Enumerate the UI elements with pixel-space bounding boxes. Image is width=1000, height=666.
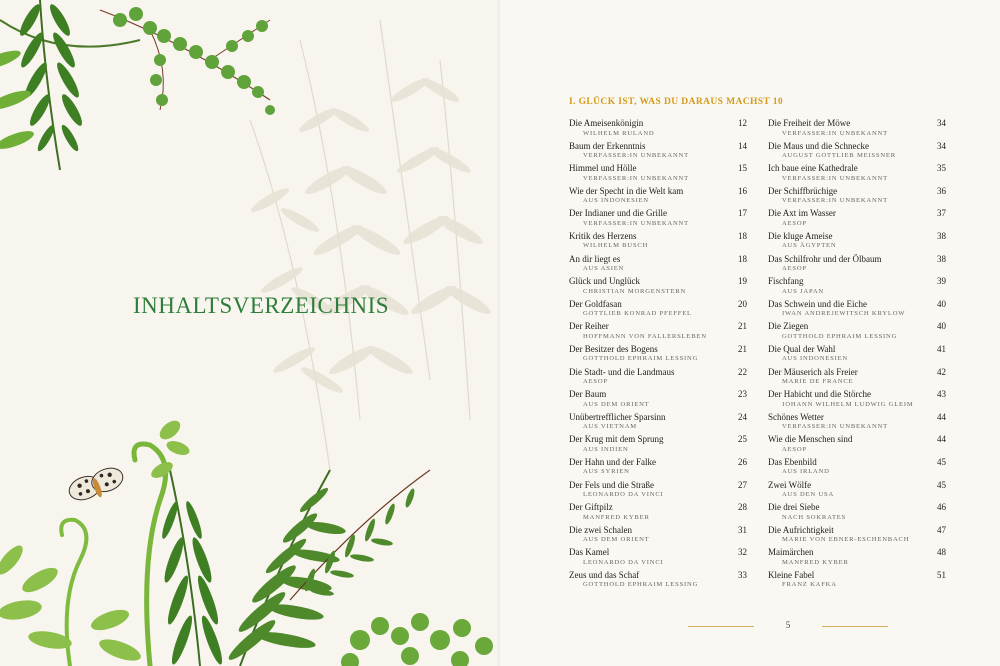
toc-entry-author: MANFRED KYBER xyxy=(583,513,650,521)
toc-entry-title: Der Fels und die Straße xyxy=(569,479,654,490)
toc-entry-author: GOTTHOLD EPHRAIM LESSING xyxy=(782,332,898,340)
toc-entry[interactable] xyxy=(569,141,747,164)
toc-entry-page: 44 xyxy=(937,411,946,422)
toc-entry-page: 20 xyxy=(738,298,747,309)
toc-entry-author: AESOP xyxy=(782,219,807,227)
toc-entry[interactable] xyxy=(569,367,747,390)
toc-column-2 xyxy=(768,118,946,592)
toc-entry-author: MARIE VON EBNER-ESCHENBACH xyxy=(782,536,910,544)
toc-entry-title: An dir liegt es xyxy=(569,253,621,264)
toc-entry[interactable] xyxy=(569,118,747,141)
toc-entry-author: AUS DEM ORIENT xyxy=(583,536,650,544)
toc-entry[interactable] xyxy=(768,344,946,367)
toc-entry-title: Das Ebenbild xyxy=(768,456,817,467)
toc-entry-author: GOTTLIEB KONRAD PFEFFEL xyxy=(583,310,692,318)
toc-entry-title: Unübertrefflicher Sparsinn xyxy=(569,411,666,422)
toc-entry-page: 24 xyxy=(738,411,747,422)
toc-entry-title: Glück und Unglück xyxy=(569,276,640,287)
toc-entry-page: 43 xyxy=(937,389,946,400)
toc-entry[interactable] xyxy=(569,480,747,503)
toc-entry[interactable] xyxy=(768,570,946,593)
toc-entry[interactable] xyxy=(768,299,946,322)
toc-entry-page: 33 xyxy=(738,569,747,580)
toc-entry-author: AESOP xyxy=(583,378,608,386)
toc-entry[interactable] xyxy=(768,321,946,344)
toc-entry-page: 37 xyxy=(937,208,946,219)
toc-entry[interactable] xyxy=(768,231,946,254)
toc-entry-title: Zwei Wölfe xyxy=(768,479,812,490)
toc-entry-author: MARIE DE FRANCE xyxy=(782,378,854,386)
toc-entry[interactable] xyxy=(768,208,946,231)
toc-entry-author: VERFASSER:IN UNBEKANNT xyxy=(782,197,888,205)
section-heading: I. GLÜCK IST, WAS DU DARAUS MACHST 10 xyxy=(569,97,784,107)
toc-entry-title: Der Indianer und die Grille xyxy=(569,208,667,219)
toc-entry-author: AUS ÄGYPTEN xyxy=(782,242,837,250)
toc-entry-page: 39 xyxy=(937,276,946,287)
toc-entry-title: Die Qual der Wahl xyxy=(768,343,836,354)
toc-entry-author: NACH SOKRATES xyxy=(782,513,847,521)
toc-entry-title: Der Hahn und der Falke xyxy=(569,456,656,467)
toc-entry-title: Die kluge Ameise xyxy=(768,230,833,241)
toc-entry-author: AUS DEM ORIENT xyxy=(583,400,650,408)
toc-entry-title: Fischfang xyxy=(768,276,804,287)
toc-entry-author: AESOP xyxy=(782,445,807,453)
toc-entry-title: Die Maus und die Schnecke xyxy=(768,140,869,151)
toc-entry-page: 22 xyxy=(738,366,747,377)
toc-entry-author: VERFASSER:IN UNBEKANNT xyxy=(782,423,888,431)
toc-entry[interactable] xyxy=(569,254,747,277)
toc-entry[interactable] xyxy=(768,276,946,299)
toc-entry[interactable] xyxy=(569,434,747,457)
toc-entry[interactable] xyxy=(768,186,946,209)
toc-entry-page: 12 xyxy=(738,118,747,128)
toc-entry[interactable] xyxy=(768,367,946,390)
toc-entry-title: Der Habicht und die Störche xyxy=(768,389,871,400)
toc-entry[interactable] xyxy=(569,344,747,367)
toc-entry-author: GOTTHOLD EPHRAIM LESSING xyxy=(583,581,699,589)
toc-entry-page: 32 xyxy=(738,547,747,558)
toc-entry[interactable] xyxy=(569,208,747,231)
bottom-fern-group xyxy=(0,417,493,666)
toc-entry-author: AUS JAPAN xyxy=(782,287,824,295)
toc-entry-author: FRANZ KAFKA xyxy=(782,581,837,589)
toc-entry[interactable] xyxy=(768,412,946,435)
toc-entry-page: 46 xyxy=(937,502,946,513)
toc-entry-author: VERFASSER:IN UNBEKANNT xyxy=(583,219,689,227)
toc-entry-author: MANFRED KYBER xyxy=(782,558,849,566)
toc-entry[interactable] xyxy=(768,163,946,186)
toc-entry-author: LEONARDO DA VINCI xyxy=(583,558,664,566)
toc-entry-page: 23 xyxy=(738,389,747,400)
toc-entry-title: Die Axt im Wasser xyxy=(768,208,836,219)
toc-entry-page: 34 xyxy=(937,118,946,128)
toc-entry-page: 14 xyxy=(738,140,747,151)
toc-entry-page: 18 xyxy=(738,230,747,241)
toc-entry-page: 18 xyxy=(738,253,747,264)
toc-entry-title: Wie der Specht in die Welt kam xyxy=(569,185,684,196)
toc-entry-page: 38 xyxy=(937,253,946,264)
toc-entry-page: 27 xyxy=(738,479,747,490)
maidenhair-fern xyxy=(100,7,275,115)
toc-entry-title: Der Schiffbrüchige xyxy=(768,185,838,196)
toc-entry[interactable] xyxy=(569,186,747,209)
toc-entry[interactable] xyxy=(768,525,946,548)
toc-entry-title: Himmel und Hölle xyxy=(569,163,637,174)
toc-entry-title: Das Kamel xyxy=(569,547,610,558)
toc-entry-page: 26 xyxy=(738,456,747,467)
toc-entry-title: Zeus und das Schaf xyxy=(569,569,640,580)
toc-entry-author: VERFASSER:IN UNBEKANNT xyxy=(782,129,888,137)
toc-entry-title: Der Reiher xyxy=(569,321,609,332)
toc-entry[interactable] xyxy=(569,412,747,435)
toc-entry-author: CHRISTIAN MORGENSTERN xyxy=(583,287,687,295)
toc-entry-page: 15 xyxy=(738,163,747,174)
toc-entry-page: 35 xyxy=(937,163,946,174)
toc-entry[interactable] xyxy=(768,254,946,277)
toc-entry-author: VERFASSER:IN UNBEKANNT xyxy=(583,152,689,160)
toc-entry-page: 47 xyxy=(937,524,946,535)
toc-entry-title: Die zwei Schalen xyxy=(569,524,632,535)
toc-entry[interactable] xyxy=(569,389,747,412)
toc-entry-page: 31 xyxy=(738,524,747,535)
toc-entry-author: AUS VIETNAM xyxy=(583,423,637,431)
toc-entry-title: Baum der Erkenntnis xyxy=(569,140,646,151)
toc-entry-title: Die Stadt- und die Landmaus xyxy=(569,366,675,377)
toc-entry[interactable] xyxy=(569,570,747,593)
toc-entry[interactable] xyxy=(569,299,747,322)
toc-entry-author: JOHANN WILHELM LUDWIG GLEIM xyxy=(782,400,914,408)
toc-entry-page: 17 xyxy=(738,208,747,219)
toc-entry[interactable] xyxy=(569,163,747,186)
right-page xyxy=(500,0,1000,666)
toc-entry[interactable] xyxy=(768,118,946,141)
toc-entry-author: WILHELM RULAND xyxy=(583,129,655,137)
toc-entry-title: Der Besitzer des Bogens xyxy=(569,343,658,354)
toc-entry-page: 51 xyxy=(937,569,946,580)
toc-entry-title: Maimärchen xyxy=(768,547,814,558)
toc-entry[interactable] xyxy=(768,389,946,412)
toc-entry[interactable] xyxy=(569,457,747,480)
toc-entry-author: HOFFMANN VON FALLERSLEBEN xyxy=(583,332,707,340)
toc-entry[interactable] xyxy=(569,276,747,299)
toc-entry-title: Die Ameisenkönigin xyxy=(569,118,644,128)
page-number: 5 xyxy=(785,620,791,630)
toc-entry[interactable] xyxy=(768,457,946,480)
toc-entry-author: AUS DEN USA xyxy=(782,491,835,498)
toc-entry[interactable] xyxy=(569,231,747,254)
toc-entry-title: Der Krug mit dem Sprung xyxy=(569,434,664,445)
toc-entry-title: Ich baue eine Kathedrale xyxy=(768,163,858,174)
toc-entry-page: 34 xyxy=(937,140,946,151)
toc-entry-title: Der Baum xyxy=(569,389,607,400)
toc-entry-title: Der Mäuserich als Freier xyxy=(768,366,858,377)
toc-entry[interactable] xyxy=(768,434,946,457)
toc-entry-title: Die Ziegen xyxy=(768,321,809,332)
toc-entry-author: AUS INDIEN xyxy=(583,445,629,453)
toc-entry-page: 48 xyxy=(937,547,946,558)
toc-column-1 xyxy=(569,118,747,592)
toc-entry-title: Kritik des Herzens xyxy=(569,230,637,241)
page-title: INHALTSVERZEICHNIS xyxy=(133,293,390,318)
toc-entry-page: 40 xyxy=(937,298,946,309)
toc-entry-author: AUS SYRIEN xyxy=(583,468,630,476)
toc-entry-page: 16 xyxy=(738,185,747,196)
toc-entry-page: 36 xyxy=(937,185,946,196)
toc-entry-author: AESOP xyxy=(782,265,807,273)
toc-entry[interactable] xyxy=(768,502,946,525)
toc-entry-title: Die Aufrichtigkeit xyxy=(768,524,834,535)
toc-entry[interactable] xyxy=(569,502,747,525)
toc-entry[interactable] xyxy=(569,321,747,344)
toc-entry-page: 41 xyxy=(937,343,946,354)
toc-entry-author: IWAN ANDREJEWITSCH KRYLOW xyxy=(782,310,906,318)
toc-entry-page: 45 xyxy=(937,479,946,490)
toc-entry-page: 25 xyxy=(738,434,747,445)
toc-entry-author: LEONARDO DA VINCI xyxy=(583,491,664,498)
toc-entry-title: Das Schilfrohr und der Ölbaum xyxy=(768,253,882,264)
toc-entry-page: 45 xyxy=(937,456,946,467)
toc-entry-author: WILHELM BUSCH xyxy=(583,242,649,250)
toc-entry[interactable] xyxy=(569,547,747,570)
toc-entry-page: 28 xyxy=(738,502,747,513)
toc-entry[interactable] xyxy=(768,141,946,164)
toc-entry-author: GOTTHOLD EPHRAIM LESSING xyxy=(583,355,699,363)
toc-entry-page: 38 xyxy=(937,230,946,241)
toc-entry-title: Wie die Menschen sind xyxy=(768,434,853,445)
footer-rule-right xyxy=(822,626,888,627)
toc-entry-page: 42 xyxy=(937,366,946,377)
toc-entry[interactable] xyxy=(569,525,747,548)
page-footer xyxy=(688,620,948,634)
toc-entry-author: AUS IRLAND xyxy=(782,468,830,476)
toc-entry-author: AUS INDONESIEN xyxy=(583,197,649,205)
toc-entry-author: AUS INDONESIEN xyxy=(782,355,848,363)
toc-entry-title: Die Freiheit der Möwe xyxy=(768,118,851,128)
toc-entry-page: 19 xyxy=(738,276,747,287)
toc-entry-title: Die drei Siebe xyxy=(768,502,820,513)
toc-entry-page: 21 xyxy=(738,321,747,332)
moth-illustration xyxy=(66,464,127,507)
toc-entry-title: Schönes Wetter xyxy=(768,411,824,422)
toc-entry-author: VERFASSER:IN UNBEKANNT xyxy=(782,174,888,182)
toc-entry-page: 44 xyxy=(937,434,946,445)
toc-entry-author: VERFASSER:IN UNBEKANNT xyxy=(583,174,689,182)
toc-entry-title: Kleine Fabel xyxy=(768,569,815,580)
toc-entry-page: 40 xyxy=(937,321,946,332)
toc-entry-author: AUS ASIEN xyxy=(583,265,625,273)
toc-entry-title: Der Goldfasan xyxy=(569,298,622,309)
toc-entry[interactable] xyxy=(768,547,946,570)
toc-entry-title: Das Schwein und die Eiche xyxy=(768,298,867,309)
toc-entry[interactable] xyxy=(768,480,946,503)
toc-entry-author: AUGUST GOTTLIEB MEISSNER xyxy=(782,152,896,160)
toc-entry-title: Der Giftpilz xyxy=(569,502,613,513)
toc-entry-page: 21 xyxy=(738,343,747,354)
